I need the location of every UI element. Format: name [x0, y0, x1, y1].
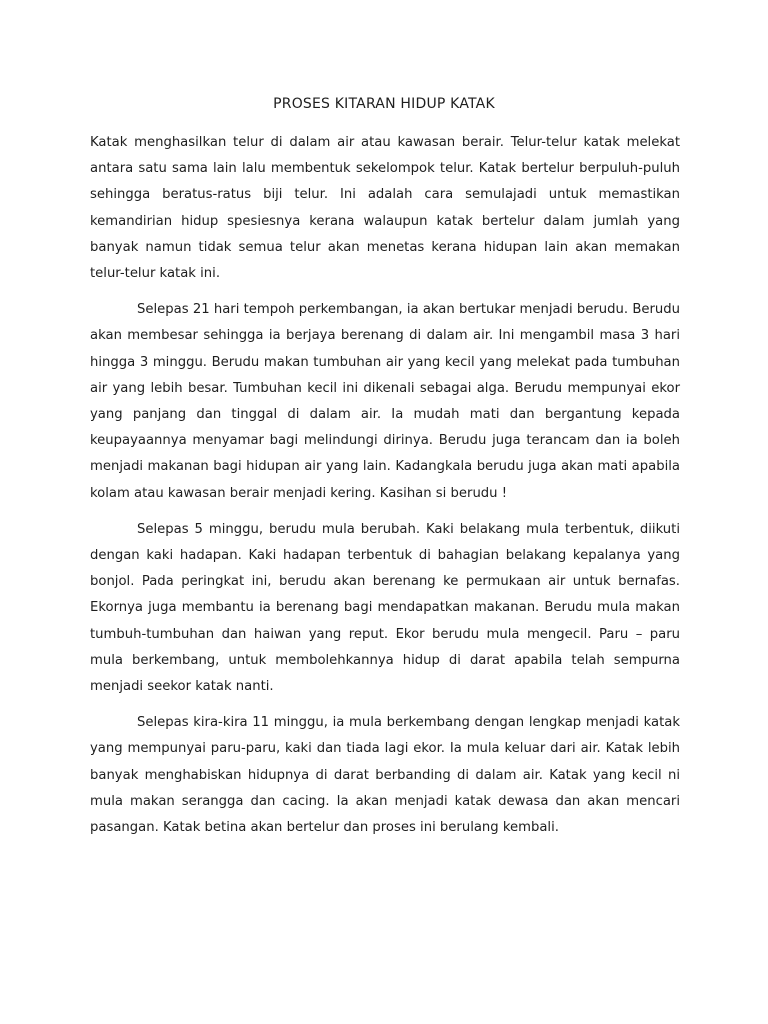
paragraph-4: Selepas kira-kira 11 minggu, ia mula berkembang dengan lengkap menjadi katak yang mempunyai paru-paru, kaki dan tiada lagi ekor. Ia mula keluar dari air. Katak lebih banyak menghabiskan hidupnya di darat berbanding di dalam air. Katak yang kecil ni mula makan serangga dan cacing. Ia akan menjadi katak dewasa dan akan mencari pasangan. Katak betina akan bertelur dan proses ini berulang kembali.: [90, 715, 680, 836]
document-title: PROSES KITARAN HIDUP KATAK: [273, 96, 495, 112]
paragraph-2: Selepas 21 hari tempoh perkembangan, ia akan bertukar menjadi berudu. Berudu akan membesar sehingga ia berjaya berenang di dalam air. Ini mengambil masa 3 hari hingga 3 minggu. Berudu makan tumbuhan air yang kecil yang melekat pada tumbuhan air yang lebih besar. Tumbuhan kecil ini dikenali sebagai alga. Berudu mempunyai ekor yang panjang dan tinggal di dalam air. Ia mudah mati dan bergantung kepada keupayaannya menyamar bagi melindungi dirinya. Berudu juga terancam dan ia boleh menjadi makanan bagi hidupan air yang lain. Kadangkala berudu juga akan mati apabila kolam atau kawasan berair menjadi kering. Kasihan si berudu !: [90, 302, 680, 501]
paragraph-1: Katak menghasilkan telur di dalam air atau kawasan berair. Telur-telur katak melekat antara satu sama lain lalu membentuk sekelompok telur. Katak bertelur berpuluh-puluh sehingga beratus-ratus biji telur. Ini adalah cara semulajadi untuk memastikan kemandirian hidup spesiesnya kerana walaupun katak bertelur dalam jumlah yang banyak namun tidak semua telur akan menetas kerana hidupan lain akan memakan telur-telur katak ini.: [90, 135, 680, 282]
document-body: [90, 130, 680, 851]
paragraph-3: Selepas 5 minggu, berudu mula berubah. Kaki belakang mula terbentuk, diikuti dengan kaki hadapan. Kaki hadapan terbentuk di bahagian belakang kepalanya yang bonjol. Pada peringkat ini, berudu akan berenang ke permukaan air untuk bernafas. Ekornya juga membantu ia berenang bagi mendapatkan makanan. Berudu mula makan tumbuh-tumbuhan dan haiwan yang reput. Ekor berudu mula mengecil. Paru – paru mula berkembang, untuk membolehkannya hidup di darat apabila telah sempurna menjadi seekor katak nanti.: [90, 521, 680, 695]
